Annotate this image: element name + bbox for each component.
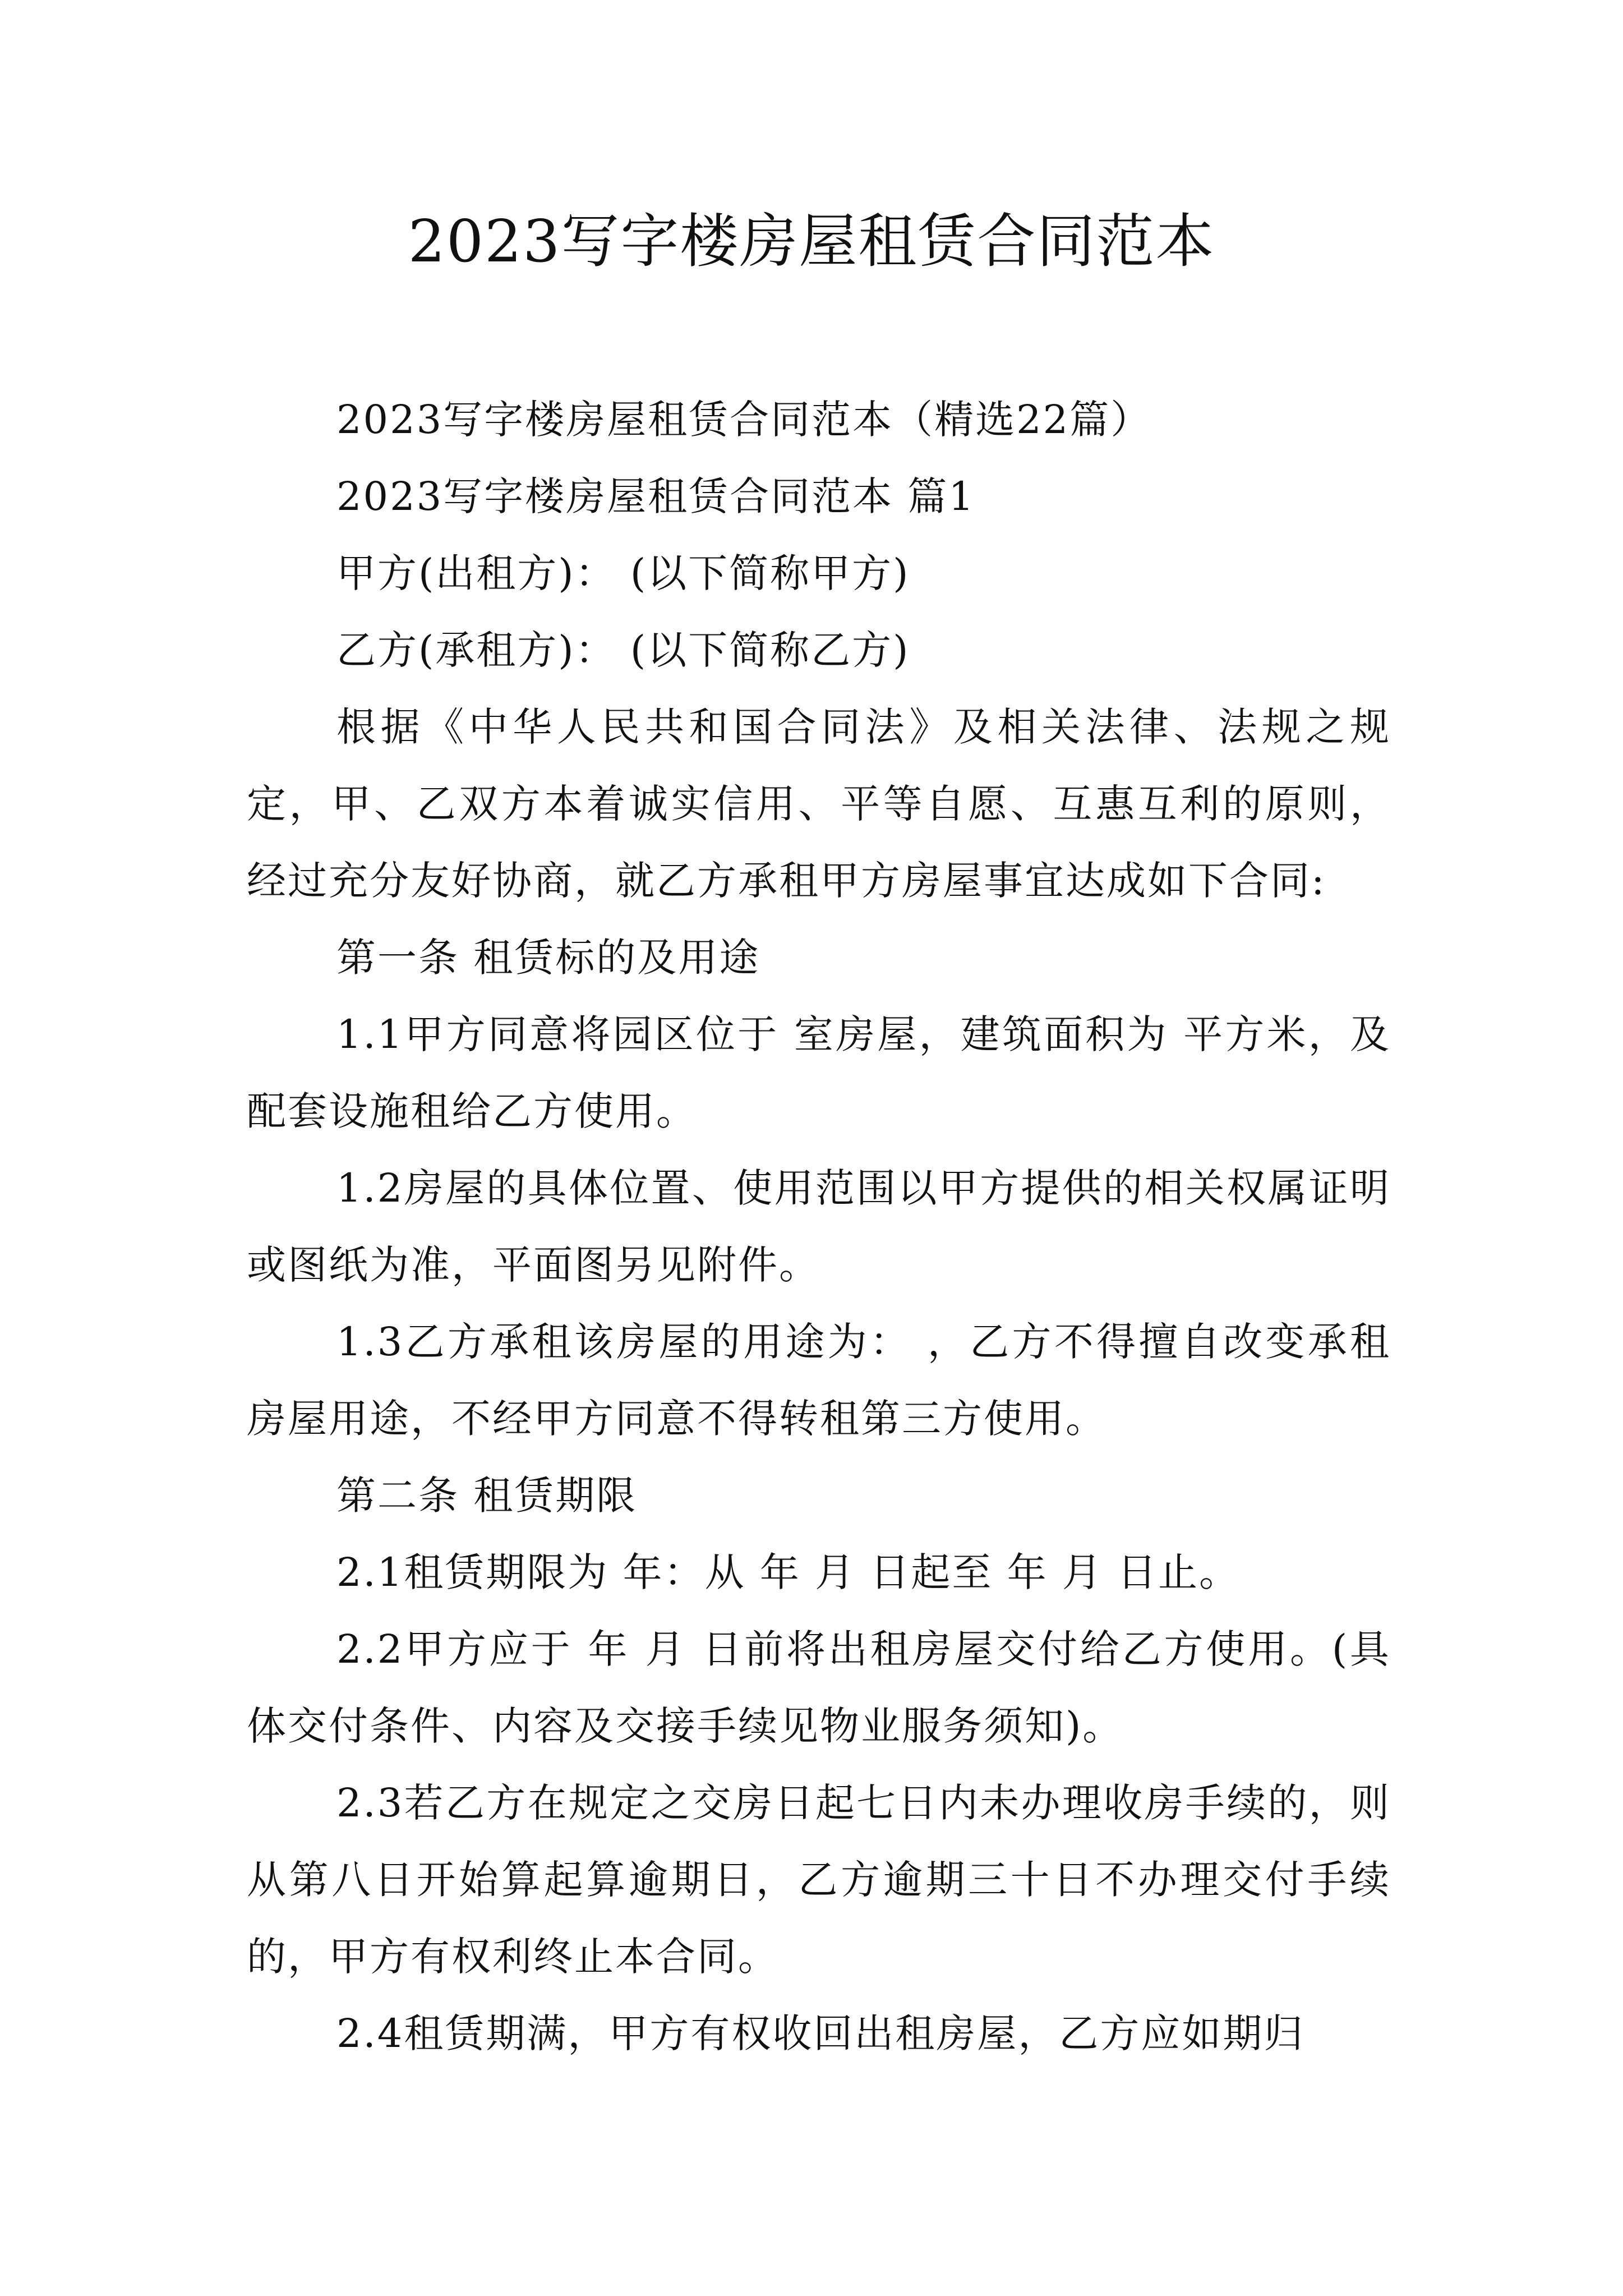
document-body	[247, 381, 1391, 2072]
clause-1-1: 1.1甲方同意将园区位于 室房屋，建筑面积为 平方米，及配套设施租给乙方使用。	[247, 1011, 1391, 1134]
article-1-heading: 第一条 租赁标的及用途	[336, 935, 760, 981]
clause-2-3: 2.3若乙方在规定之交房日起七日内未办理收房手续的，则从第八日开始算起算逾期日，乙方逾期三十日不办理交付手续的，甲方有权利终止本合同。	[247, 1780, 1391, 1980]
paragraph-party-a: 甲方(出租方)： (以下简称甲方)	[336, 550, 910, 596]
paragraph-section-heading: 2023写字楼房屋租赁合同范本 篇1	[336, 473, 975, 519]
clause-2-2: 2.2甲方应于 年 月 日前将出租房屋交付给乙方使用。(具体交付条件、内容及交接手续见物业服务须知)。	[247, 1626, 1391, 1749]
paragraph-subtitle: 2023写字楼房屋租赁合同范本（精选22篇）	[336, 397, 1152, 443]
clause-2-4: 2.4租赁期满，甲方有权收回出租房屋，乙方应如期归	[336, 2010, 1305, 2056]
clause-1-3: 1.3乙方承租该房屋的用途为： ，乙方不得擅自改变承租房屋用途，不经甲方同意不得转租第三方使用。	[247, 1319, 1391, 1442]
clause-2-1: 2.1租赁期限为 年：从 年 月 日起至 年 月 日止。	[336, 1549, 1241, 1595]
document-title: 2023写字楼房屋租赁合同范本	[408, 207, 1215, 275]
paragraph-party-b: 乙方(承租方)： (以下简称乙方)	[336, 627, 910, 673]
clause-1-2: 1.2房屋的具体位置、使用范围以甲方提供的相关权属证明或图纸为准，平面图另见附件。	[247, 1165, 1391, 1288]
paragraph-preamble: 根据《中华人民共和国合同法》及相关法律、法规之规定，甲、乙双方本着诚实信用、平等自愿、互惠互利的原则，经过充分友好协商，就乙方承租甲方房屋事宜达成如下合同:	[247, 704, 1391, 904]
article-2-heading: 第二条 租赁期限	[336, 1473, 638, 1519]
